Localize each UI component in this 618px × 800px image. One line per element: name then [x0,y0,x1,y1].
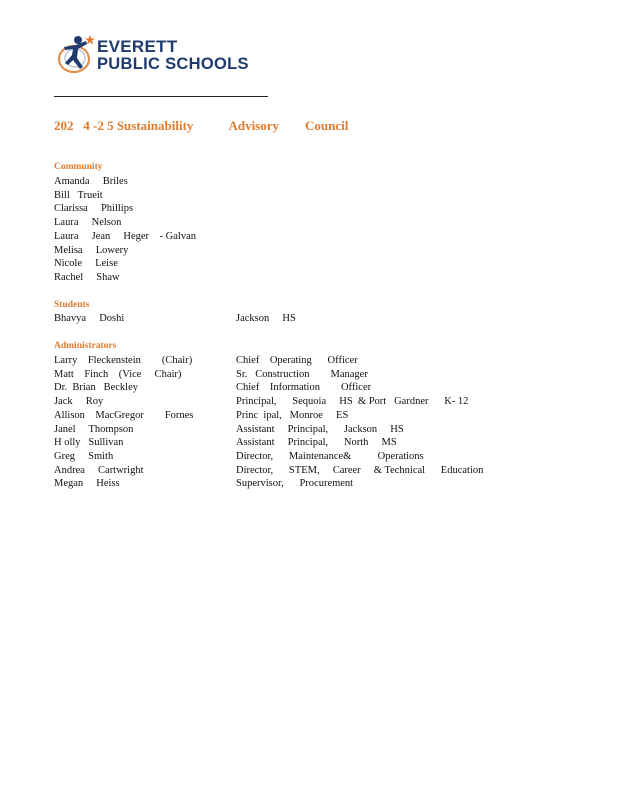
students-heading: Students [54,300,90,310]
administrator-member-role: Assistant Principal, Jackson HS [236,423,404,435]
administrator-member-name: Dr. Brian Beckley [54,382,138,394]
community-member-name: Clarissa Phillips [54,203,134,215]
community-heading: Community [54,162,103,172]
administrator-member-role: Assistant Principal, North MS [236,437,397,449]
administrator-member-name: Janel Thompson [54,423,134,435]
page-title: 202 4 -2 5 Sustainability Advisory Council [54,118,349,133]
administrator-member-name: Allison MacGregor Fornes [54,409,194,421]
administrator-member-name: Matt Finch (Vice Chair) [54,368,182,380]
student-member-name: Bhavya Doshi [54,313,125,324]
student-member-role: Jackson HS [236,313,296,324]
administrator-member-role: Supervisor, Procurement [236,478,354,490]
administrator-member-name: H olly Sullivan [54,437,124,449]
logo-text-everett: EVERETT [97,37,178,56]
administrator-member-role: Director, Maintenance& Operations [236,450,424,462]
community-member-name: Melisa Lowery [54,244,129,256]
administrators-heading: Administrators [54,341,117,351]
district-logo [56,32,256,78]
logo-text-public-schools: PUBLIC SCHOOLS [97,55,249,73]
administrator-member-role: Chief Information Officer [236,382,372,394]
community-member-name: Amanda Briles [54,176,128,187]
runner-star-logo-icon [56,32,98,78]
administrator-member-name: Andrea Cartwright [54,464,144,476]
community-member-name: Laura Nelson [54,217,122,229]
administrator-member-name: Larry Fleckenstein (Chair) [54,355,193,366]
community-member-name: Bill Trueit [54,189,103,201]
administrator-member-role: Sr. Construction Manager [236,368,368,380]
administrator-member-name: Jack Roy [54,396,104,408]
administrator-member-role: Principal, Sequoia HS & Port Gardner K- 12 [236,396,469,408]
community-member-name: Nicole Leise [54,258,118,270]
administrator-member-role: Princ ipal, Monroe ES [236,409,349,421]
community-member-name: Laura Jean Heger - Galvan [54,230,196,242]
administrator-member-name: Greg Smith [54,450,114,462]
administrator-member-name: Megan Heiss [54,478,120,490]
header-divider [54,96,268,97]
administrator-member-role: Chief Operating Officer [236,355,358,366]
administrator-member-role: Director, STEM, Career & Technical Education [236,464,484,476]
community-member-name: Rachel Shaw [54,271,120,283]
